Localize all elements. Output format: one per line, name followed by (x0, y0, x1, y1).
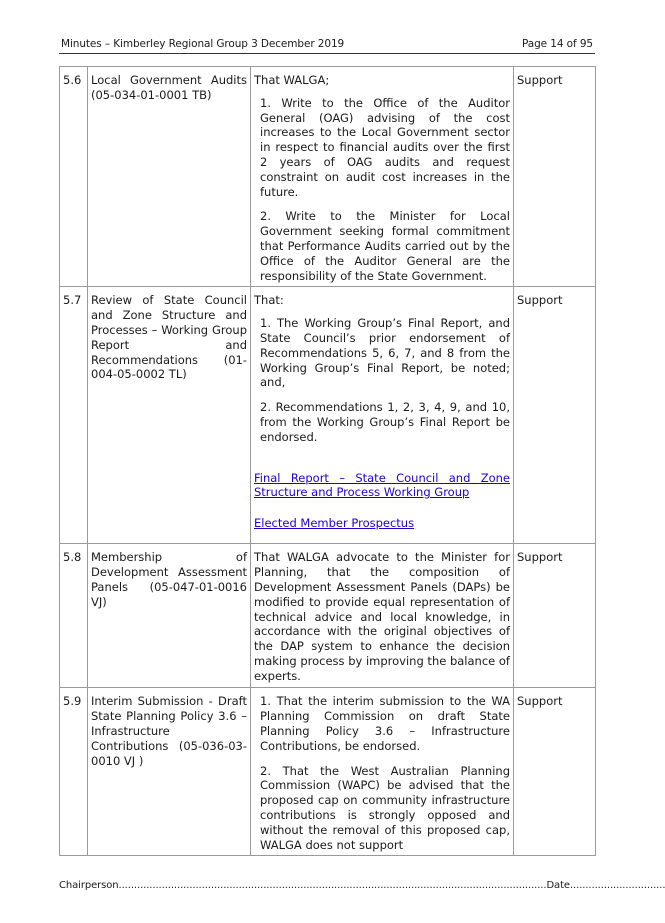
resolution-text: That WALGA advocate to the Minister for Planning, that the composition of Development Assessment Panels (DAPs) be modified to provide equal representation of technical advice and local knowledge, in accordance with the original objectives of the DAP system to enhance the decision making process by improving the balance of experts. (251, 544, 514, 688)
page-number: Page 14 of 95 (522, 38, 593, 50)
table-row (60, 688, 596, 856)
item-title: Interim Submission - Draft State Planning Policy 3.6 – Infrastructure Contributions (05-036-03-0010 VJ ) (88, 688, 251, 856)
resolution-paragraph: 2. That the West Australian Planning Commission (WAPC) be advised that the proposed cap on community infrastructure contributions is strongly opposed and without the removal of this proposed cap, WALGA does not support (260, 763, 510, 852)
resolution-paragraph: 1. That the interim submission to the WA Planning Commission on draft State Planning Policy 3.6 – Infrastructure Contributions, be endorsed. (260, 694, 510, 753)
item-title: Local Government Audits (05-034-01-0001 TB) (88, 67, 251, 287)
resolution-cell (251, 67, 514, 287)
position-cell: Support (514, 67, 596, 287)
elected-member-prospectus-link[interactable]: Elected Member Prospectus (254, 516, 415, 531)
resolution-cell (251, 688, 514, 856)
resolution-cell (251, 287, 514, 544)
item-title: Membership of Development Assessment Panels (05-047-01-0016 VJ) (88, 544, 251, 688)
signature-footer: Chairperson...........................................................................................................................................Date............................... (59, 880, 665, 891)
table-row (60, 67, 596, 287)
item-number: 5.9 (60, 688, 88, 856)
page-header (59, 38, 595, 54)
position-cell: Support (514, 544, 596, 688)
document-title: Minutes – Kimberley Regional Group 3 December 2019 (61, 38, 345, 50)
resolution-paragraph: 2. Recommendations 1, 2, 3, 4, 9, and 10, from the Working Group’s Final Report be endorsed. (260, 400, 510, 444)
resolution-lead: That WALGA; (254, 73, 330, 87)
item-number: 5.8 (60, 544, 88, 688)
position-cell: Support (514, 287, 596, 544)
table-row (60, 544, 596, 688)
item-number: 5.7 (60, 287, 88, 544)
resolution-paragraph: 1. Write to the Office of the Auditor General (OAG) advising of the cost increases to the Local Government sector in respect to financial audits over the first 2 years of OAG audits and request constraint on audit cost increases in the future. (260, 95, 510, 199)
agenda-table (59, 66, 596, 856)
table-row (60, 287, 596, 544)
resolution-paragraph: 2. Write to the Minister for Local Government seeking formal commitment that Performance Audits carried out by the Office of the Auditor General are the responsibility of the State Government. (260, 209, 510, 283)
resolution-lead: That: (254, 293, 284, 308)
final-report-link[interactable]: Final Report – State Council and Zone Structure and Process Working Group (254, 470, 510, 500)
position-cell: Support (514, 688, 596, 856)
item-number: 5.6 (60, 67, 88, 287)
item-title: Review of State Council and Zone Structure and Processes – Working Group Report and Recommendations (01-004-05-0002 TL) (88, 287, 251, 544)
resolution-paragraph: 1. The Working Group’s Final Report, and State Council’s prior endorsement of Recommendations 5, 6, 7, and 8 from the Working Group’s Final Report, be noted; and, (260, 316, 510, 390)
